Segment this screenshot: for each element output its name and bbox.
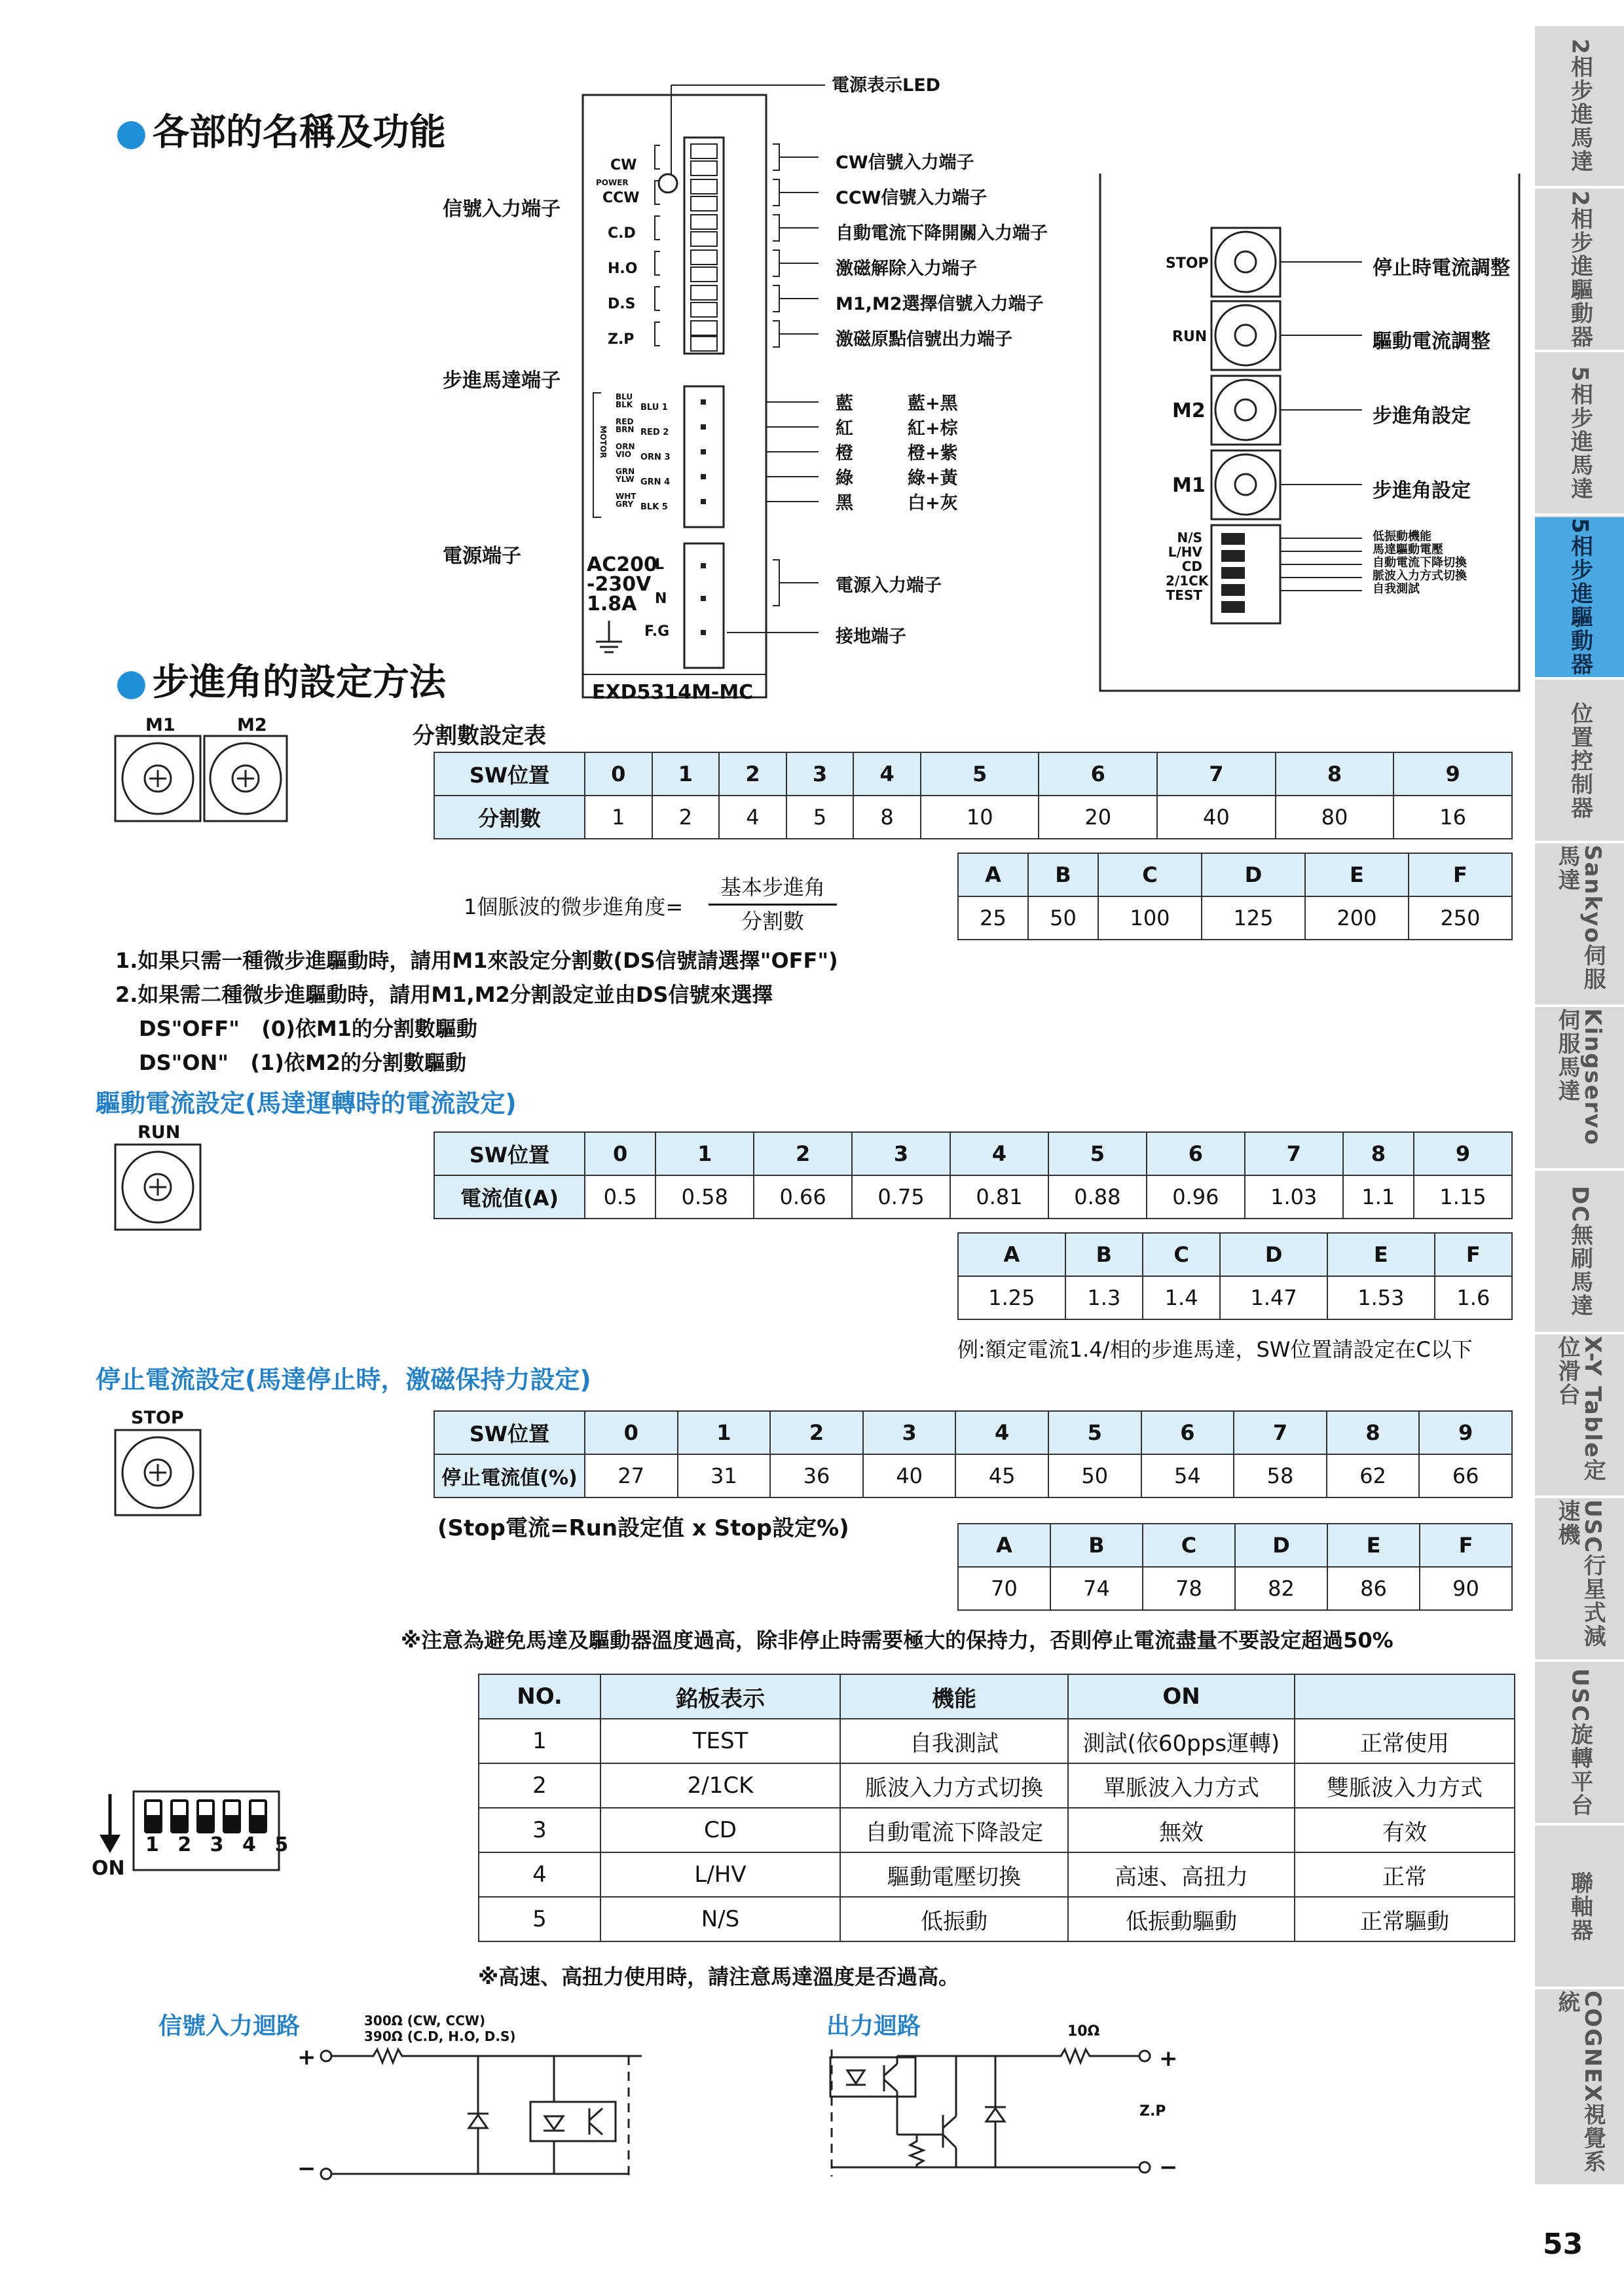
panel-dip-labels: N/S L/HV CD 2/1CK TEST xyxy=(1166,530,1209,603)
cell: F xyxy=(1409,853,1512,896)
row-label: 電流值(A) xyxy=(434,1175,585,1219)
pin-ds: D.S xyxy=(608,296,636,312)
input-minus: − xyxy=(297,2156,316,2182)
cell: 1 xyxy=(652,752,720,796)
cell: 無效 xyxy=(1068,1808,1295,1852)
cell: 5 xyxy=(1048,1411,1141,1454)
power-spec: AC200 -230V 1.8A xyxy=(587,553,657,615)
heading-stop-current: 停止電流設定(馬達停止時，激磁保持力設定) xyxy=(96,1365,591,1394)
cell: 6 xyxy=(1147,1132,1245,1175)
run-table-a xyxy=(434,1131,1513,1219)
cell: 4 xyxy=(479,1852,600,1897)
cell: 2 xyxy=(754,1132,852,1175)
signal-terminal-label: 信號入力端子 xyxy=(443,198,561,221)
step-dials xyxy=(113,733,289,825)
cell: 低振動驅動 xyxy=(1068,1897,1295,1941)
panel-dial-stop: STOP xyxy=(1166,255,1209,272)
col-header: ON xyxy=(1068,1674,1295,1719)
cell: 7 xyxy=(1245,1132,1343,1175)
cell: 66 xyxy=(1419,1454,1512,1497)
callout-power-input: 電源入力端子 xyxy=(836,576,942,596)
stop-warning: ※注意為避免馬達及驅動器溫度過高，除非停止時需要極大的保持力，否則停止電流盡量不要設定超過50% xyxy=(401,1628,1393,1653)
cell: 40 xyxy=(863,1454,956,1497)
cell: 5 xyxy=(786,796,854,839)
input-circuit-title: 信號入力迴路 xyxy=(158,2013,301,2040)
table-row xyxy=(479,1897,1515,1941)
cell: 3 xyxy=(863,1411,956,1454)
cell: 20 xyxy=(1039,796,1157,839)
cell: 40 xyxy=(1157,796,1276,839)
dip-on-label: ON xyxy=(92,1857,125,1880)
cell: 9 xyxy=(1393,752,1512,796)
sidebar-item-cognex[interactable]: COGNEX視覺系統 xyxy=(1535,1991,1624,2187)
cell: 9 xyxy=(1414,1132,1512,1175)
power-pin-fg: F.G xyxy=(644,623,670,640)
cell: TEST xyxy=(600,1719,840,1763)
panel-dial-run: RUN xyxy=(1172,329,1208,345)
cell: 0 xyxy=(585,752,652,796)
cell: 8 xyxy=(1327,1411,1420,1454)
motor-colors-b: 藍+黑 紅+棕 橙+紫 綠+黃 白+灰 xyxy=(908,394,958,513)
panel-dial-m2: M2 xyxy=(1172,399,1206,422)
cell: C xyxy=(1143,1524,1235,1567)
motor-colors-a: 藍 紅 橙 綠 黑 xyxy=(836,394,853,513)
cell: B xyxy=(1065,1233,1143,1276)
callout-ground: 接地端子 xyxy=(836,627,906,647)
pin-ho: H.O xyxy=(608,261,638,277)
table-row xyxy=(479,1808,1515,1852)
heading-parts: ● 各部的名稱及功能 xyxy=(115,111,446,154)
pin-ccw: CCW xyxy=(602,190,640,206)
cell: 0 xyxy=(585,1411,678,1454)
formula-left: 1個脈波的微步進角度= xyxy=(464,894,684,919)
cell: 1 xyxy=(678,1411,771,1454)
function-note: ※高速、高扭力使用時，請注意馬達溫度是否過高。 xyxy=(478,1964,960,1989)
cell: 45 xyxy=(955,1454,1048,1497)
cell: 自我測試 xyxy=(840,1719,1068,1763)
cell: A xyxy=(958,1233,1065,1276)
output-minus: − xyxy=(1159,2154,1178,2180)
step-dial-m2-label: M2 xyxy=(237,715,267,735)
sidebar-item-dc-brushless[interactable]: DC無刷馬達 xyxy=(1535,1172,1624,1334)
cell: 4 xyxy=(955,1411,1048,1454)
power-small-label: POWER xyxy=(596,178,629,187)
cell: 82 xyxy=(1235,1567,1327,1610)
cell: 27 xyxy=(585,1454,678,1497)
pin-cd: C.D xyxy=(608,225,636,242)
cell: 0.58 xyxy=(655,1175,754,1219)
cell: 1.53 xyxy=(1327,1276,1435,1319)
table-row xyxy=(479,1763,1515,1808)
cell: 31 xyxy=(678,1454,771,1497)
callout-cd: 自動電流下降開關入力端子 xyxy=(836,223,1048,244)
division-table-b xyxy=(957,853,1513,940)
cell: 3 xyxy=(852,1132,950,1175)
cell: 16 xyxy=(1393,796,1512,839)
cell: E xyxy=(1327,1524,1420,1567)
cell: 6 xyxy=(1039,752,1157,796)
row-label: 停止電流值(%) xyxy=(434,1454,585,1497)
sidebar-item-position-controller[interactable]: 位置控制器 xyxy=(1535,681,1624,843)
driver-diagram xyxy=(419,65,1532,707)
pin-cw: CW xyxy=(610,157,637,174)
heading-step-angle: ● 步進角的設定方法 xyxy=(115,661,446,704)
callout-ds: M1,M2選擇信號入力端子 xyxy=(836,294,1044,314)
sidebar-item-coupling[interactable]: 聯軸器 xyxy=(1535,1827,1624,1989)
col-header: 銘板表示 xyxy=(600,1674,840,1719)
cell: 正常 xyxy=(1295,1852,1515,1897)
callout-ccw: CCW信號入力端子 xyxy=(836,188,987,208)
stop-formula: (Stop電流=Run設定值 x Stop設定%) xyxy=(437,1515,849,1541)
cell: 2 xyxy=(719,752,786,796)
step-note-1: 1.如果只需一種微步進驅動時，請用M1來設定分割數(DS信號請選擇"OFF") xyxy=(115,948,838,973)
row-label: SW位置 xyxy=(434,752,585,796)
cell: 自動電流下降設定 xyxy=(840,1808,1068,1852)
run-dial-label: RUN xyxy=(138,1122,181,1143)
row-label: SW位置 xyxy=(434,1411,585,1454)
cell: 25 xyxy=(958,896,1028,940)
led-label: 電源表示LED xyxy=(832,75,941,96)
cell: F xyxy=(1435,1233,1512,1276)
driver-model: EXD5314M-MC xyxy=(592,681,754,704)
row-label: 分割數 xyxy=(434,796,585,839)
cell: 7 xyxy=(1234,1411,1327,1454)
sidebar-item-xy-table[interactable]: X-Y Table定位滑台 xyxy=(1535,1336,1624,1498)
cell: 86 xyxy=(1327,1567,1420,1610)
cell: 200 xyxy=(1305,896,1409,940)
cell: 測試(依60pps運轉) xyxy=(1068,1719,1295,1763)
cell: 7 xyxy=(1157,752,1276,796)
cell: 8 xyxy=(1276,752,1394,796)
cell: 6 xyxy=(1141,1411,1234,1454)
callout-ho: 激磁解除入力端子 xyxy=(836,259,977,279)
power-pin-l: L xyxy=(655,557,665,573)
formula-numerator: 基本步進角 xyxy=(709,871,837,906)
cell: 100 xyxy=(1098,896,1202,940)
formula-denominator: 分割數 xyxy=(741,909,804,934)
cell: 單脈波入力方式 xyxy=(1068,1763,1295,1808)
cell: 2 xyxy=(479,1763,600,1808)
power-terminal-label: 電源端子 xyxy=(443,545,521,568)
cell: 0.88 xyxy=(1048,1175,1147,1219)
cell: 36 xyxy=(770,1454,863,1497)
output-zp-label: Z.P xyxy=(1139,2103,1166,2120)
input-plus: + xyxy=(297,2044,316,2070)
motor-terminal-label: 步進馬達端子 xyxy=(443,369,561,392)
output-plus: + xyxy=(1159,2046,1178,2072)
stop-table-a xyxy=(434,1410,1513,1498)
cell: 5 xyxy=(921,752,1039,796)
input-circuit-diagram xyxy=(314,2043,668,2187)
cell: 3 xyxy=(479,1808,600,1852)
heading-run-current: 驅動電流設定(馬達運轉時的電流設定) xyxy=(96,1089,517,1118)
function-table xyxy=(478,1674,1515,1942)
cell: D xyxy=(1202,853,1305,896)
cell: 10 xyxy=(921,796,1039,839)
pin-zp: Z.P xyxy=(608,331,635,348)
cell: 2/1CK xyxy=(600,1763,840,1808)
cell: 1 xyxy=(655,1132,754,1175)
cell: 3 xyxy=(786,752,854,796)
cell: 74 xyxy=(1050,1567,1143,1610)
division-table-a xyxy=(434,752,1513,839)
col-header: NO. xyxy=(479,1674,600,1719)
sidebar-item-kingservo[interactable]: Kingservo伺服馬達 xyxy=(1535,1008,1624,1171)
panel-callout-m2: 步進角設定 xyxy=(1373,405,1471,428)
cell: 正常使用 xyxy=(1295,1719,1515,1763)
output-circuit-diagram xyxy=(819,2036,1159,2187)
motor-small-label: MOTOR xyxy=(599,426,608,458)
cell: 驅動電壓切換 xyxy=(840,1852,1068,1897)
cell: 90 xyxy=(1420,1567,1512,1610)
cell: B xyxy=(1050,1524,1143,1567)
cell: 80 xyxy=(1276,796,1394,839)
cell: E xyxy=(1305,853,1409,896)
step-note-4: DS"ON" (1)依M2的分割數驅動 xyxy=(139,1050,466,1075)
sidebar-item-5phase-driver[interactable]: 5相步進驅動器 xyxy=(1535,517,1624,680)
panel-callout-m1: 步進角設定 xyxy=(1373,479,1471,502)
cell: 雙脈波入力方式 xyxy=(1295,1763,1515,1808)
cell: 0.81 xyxy=(950,1175,1048,1219)
cell: 5 xyxy=(1048,1132,1147,1175)
cell: 1.47 xyxy=(1220,1276,1327,1319)
cell: 70 xyxy=(958,1567,1050,1610)
dip-numbers: 1 2 3 4 5 xyxy=(145,1833,289,1856)
cell: 1.4 xyxy=(1143,1276,1220,1319)
cell: A xyxy=(958,1524,1050,1567)
cell: 2 xyxy=(652,796,720,839)
cell: 0.96 xyxy=(1147,1175,1245,1219)
cell: 125 xyxy=(1202,896,1305,940)
cell: D xyxy=(1235,1524,1327,1567)
cell: 高速、高扭力 xyxy=(1068,1852,1295,1897)
table-row xyxy=(479,1852,1515,1897)
run-table-b xyxy=(957,1232,1513,1320)
cell: L/HV xyxy=(600,1852,840,1897)
row-label: SW位置 xyxy=(434,1132,585,1175)
cell: C xyxy=(1098,853,1202,896)
cell: D xyxy=(1220,1233,1327,1276)
sidebar-item-5phase-motor[interactable]: 5相步進馬達 xyxy=(1535,354,1624,516)
cell: A xyxy=(958,853,1028,896)
output-circuit-title: 出力迴路 xyxy=(826,2013,921,2040)
callout-zp: 激磁原點信號出力端子 xyxy=(836,329,1012,350)
sidebar-item-sankyo[interactable]: Sankyo伺服馬達 xyxy=(1535,845,1624,1007)
cell: 正常驅動 xyxy=(1295,1897,1515,1941)
cell: 1 xyxy=(585,796,652,839)
cell: 1.3 xyxy=(1065,1276,1143,1319)
cell: 8 xyxy=(1343,1132,1414,1175)
cell: 54 xyxy=(1141,1454,1234,1497)
cell: 4 xyxy=(719,796,786,839)
run-example: 例:額定電流1.4/相的步進馬達，SW位置請設定在C以下 xyxy=(957,1337,1473,1362)
cell: 78 xyxy=(1143,1567,1235,1610)
cell: 1.25 xyxy=(958,1276,1065,1319)
callout-cw: CW信號入力端子 xyxy=(836,153,974,173)
cell: N/S xyxy=(600,1897,840,1941)
cell: 0.5 xyxy=(585,1175,655,1219)
output-resistor-label: 10Ω xyxy=(1067,2023,1100,2040)
input-resistor-labels: 300Ω (CW, CCW) 390Ω (C.D, H.O, D.S) xyxy=(364,2013,516,2044)
sidebar xyxy=(1535,26,1624,2187)
cell: 62 xyxy=(1327,1454,1420,1497)
cell: 8 xyxy=(853,796,921,839)
motor-pin-labels: BLU 1 RED 2 ORN 3 GRN 4 BLK 5 xyxy=(640,403,671,512)
col-header xyxy=(1295,1674,1515,1719)
cell: E xyxy=(1327,1233,1435,1276)
panel-callout-run: 驅動電流調整 xyxy=(1373,330,1490,353)
cell: 脈波入力方式切換 xyxy=(840,1763,1068,1808)
division-table-title: 分割數設定表 xyxy=(413,723,546,749)
cell: 9 xyxy=(1419,1411,1512,1454)
step-note-2: 2.如果需二種微步進驅動時，請用M1,M2分割設定並由DS信號來選擇 xyxy=(115,982,773,1007)
table-row xyxy=(479,1719,1515,1763)
col-header: 機能 xyxy=(840,1674,1068,1719)
cell: 0.66 xyxy=(754,1175,852,1219)
run-dial xyxy=(113,1142,204,1234)
cell: 50 xyxy=(1048,1454,1141,1497)
sidebar-item-2phase-motor[interactable]: 2相步進馬達 xyxy=(1535,26,1624,189)
sidebar-item-usc-reducer[interactable]: USC行星式減速機 xyxy=(1535,1499,1624,1662)
sidebar-item-2phase-driver[interactable]: 2相步進驅動器 xyxy=(1535,190,1624,352)
motor-wire-tags: BLU BLK RED BRN ORN VIO GRN YLW WHT GRY xyxy=(616,392,637,509)
cell: 1.6 xyxy=(1435,1276,1512,1319)
cell: 5 xyxy=(479,1897,600,1941)
cell: 4 xyxy=(950,1132,1048,1175)
page-number: 53 xyxy=(1543,2228,1583,2261)
cell: B xyxy=(1028,853,1098,896)
cell: 0 xyxy=(585,1132,655,1175)
power-pin-n: N xyxy=(655,591,667,607)
cell: C xyxy=(1143,1233,1220,1276)
step-dial-m1-label: M1 xyxy=(145,715,175,735)
panel-callout-stop: 停止時電流調整 xyxy=(1373,257,1510,280)
panel-dip-callouts: 低振動機能 馬達驅動電壓 自動電流下降切換 脈波入力方式切換 自我測試 xyxy=(1373,530,1467,596)
cell: 0.75 xyxy=(852,1175,950,1219)
step-note-3: DS"OFF" (0)依M1的分割數驅動 xyxy=(139,1016,477,1041)
panel-dial-m1: M1 xyxy=(1172,474,1206,497)
cell: 1.15 xyxy=(1414,1175,1512,1219)
cell: 有效 xyxy=(1295,1808,1515,1852)
cell: 1 xyxy=(479,1719,600,1763)
cell: 50 xyxy=(1028,896,1098,940)
cell: 1.1 xyxy=(1343,1175,1414,1219)
cell: F xyxy=(1420,1524,1512,1567)
cell: 4 xyxy=(853,752,921,796)
cell: 58 xyxy=(1234,1454,1327,1497)
sidebar-item-usc-rotary[interactable]: USC旋轉平台 xyxy=(1535,1663,1624,1826)
cell: 1.03 xyxy=(1245,1175,1343,1219)
cell: CD xyxy=(600,1808,840,1852)
stop-dial xyxy=(113,1427,204,1519)
stop-dial-label: STOP xyxy=(131,1408,184,1428)
cell: 2 xyxy=(770,1411,863,1454)
cell: 低振動 xyxy=(840,1897,1068,1941)
cell: 250 xyxy=(1409,896,1512,940)
stop-table-b xyxy=(957,1523,1513,1611)
